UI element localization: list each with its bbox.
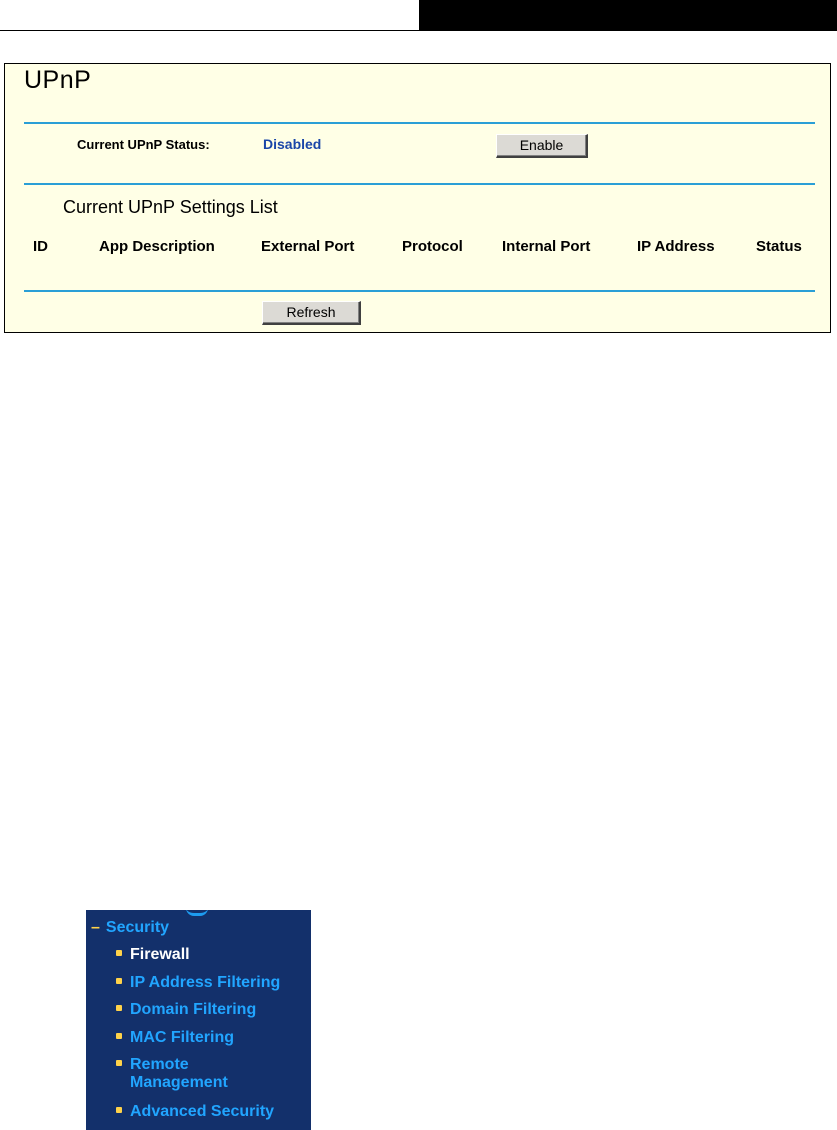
menu-item-remote-management[interactable] (116, 1056, 228, 1092)
enable-button[interactable]: Enable (496, 134, 588, 158)
upnp-panel (4, 63, 831, 333)
divider (24, 183, 815, 185)
security-menu (86, 910, 311, 1130)
upnp-status-label: Current UPnP Status: (77, 137, 210, 152)
column-header-id: ID (33, 238, 48, 255)
bullet-icon (116, 978, 122, 984)
menu-item-label: Advanced Security (130, 1103, 275, 1120)
menu-item-mac-filtering[interactable] (116, 1029, 234, 1047)
bullet-icon (116, 1060, 122, 1066)
column-header-ip-address: IP Address (637, 238, 715, 255)
column-header-app-description: App Description (99, 238, 215, 255)
menu-item-label: MAC Filtering (130, 1029, 234, 1046)
menu-section-label: Security (105, 919, 170, 936)
menu-item-ip-address-filtering[interactable] (116, 974, 280, 992)
document-header-bar (419, 0, 837, 30)
column-header-internal-port: Internal Port (502, 238, 591, 255)
menu-item-firewall[interactable] (116, 946, 190, 964)
page-title: UPnP (24, 66, 92, 94)
refresh-button[interactable]: Refresh (262, 301, 361, 325)
document-header-rule (0, 30, 837, 31)
menu-item-label-line2: Management (130, 1074, 228, 1091)
bullet-icon (116, 1033, 122, 1039)
minus-icon: – (91, 919, 100, 936)
divider (24, 122, 815, 124)
column-header-protocol: Protocol (402, 238, 463, 255)
menu-item-label: Domain Filtering (130, 1001, 257, 1018)
bullet-icon (116, 1005, 122, 1011)
bullet-icon (116, 950, 122, 956)
menu-item-label: Firewall (130, 946, 190, 963)
menu-item-label: Remote (130, 1056, 189, 1073)
menu-cropped-glyph (186, 910, 208, 916)
settings-list-title: Current UPnP Settings List (63, 197, 278, 217)
column-header-external-port: External Port (261, 238, 355, 255)
menu-section-security[interactable] (91, 919, 169, 937)
column-header-status: Status (756, 238, 802, 255)
bullet-icon (116, 1107, 122, 1113)
menu-item-advanced-security[interactable] (116, 1103, 274, 1121)
upnp-status-value: Disabled (263, 136, 322, 152)
menu-item-label: IP Address Filtering (130, 974, 281, 991)
menu-item-domain-filtering[interactable] (116, 1001, 256, 1019)
divider (24, 290, 815, 292)
